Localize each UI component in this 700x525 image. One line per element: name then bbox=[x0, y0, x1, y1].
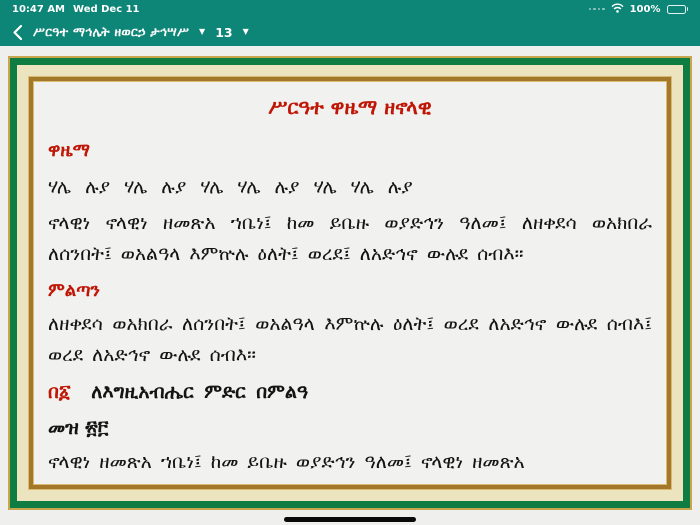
status-time: 10:47 AM bbox=[12, 3, 66, 15]
status-date: Wed Dec 11 bbox=[73, 3, 140, 15]
meltan-paragraph: ለዘቀደሳ ወአክበራ ለሰንበት፤ ወአልዓላ እምኵሉ ዕለት፤ ወረደ ለአድኅኖ ውሉደ ሰብእ፤ ወረደ ለአድኅኖ ውሉደ ሰብእ። bbox=[48, 313, 652, 366]
halleluya-line: ሃሌ ሉያ ሃሌ ሉያ ሃሌ ሃሌ ሉያ ሃሌ ሃሌ ሉያ bbox=[48, 176, 413, 198]
wifi-icon bbox=[611, 3, 624, 16]
verse-heading: ለእግዚአብሔር ምድር በምልዓ bbox=[91, 381, 309, 403]
status-bar bbox=[0, 0, 700, 18]
psalm-reference: መዝ ፳፫ bbox=[48, 417, 109, 439]
cellular-signal-icon bbox=[589, 8, 605, 11]
nav-title: ሥርዓተ ማኅሌት ዘወርኃ ታኅሣሥ bbox=[33, 24, 190, 39]
document-title: ሥርዓተ ዋዜማ ዘኖላዊ bbox=[268, 95, 432, 119]
document-page bbox=[34, 82, 666, 484]
back-button[interactable] bbox=[12, 24, 23, 41]
section-heading-wazema: ዋዜማ bbox=[48, 140, 90, 161]
battery-icon bbox=[667, 5, 689, 14]
chevron-left-icon bbox=[12, 24, 23, 41]
nav-bar bbox=[0, 18, 700, 46]
title-dropdown-icon[interactable]: ▼ bbox=[199, 27, 206, 36]
page-dropdown-icon[interactable]: ▼ bbox=[242, 27, 249, 36]
decorative-frame bbox=[8, 56, 692, 510]
wazema-paragraph: ኖላዊነ ኖላዊነ ዘመጽአ ኀቤነ፤ ከመ ይቤዙ ወያድኅን ዓለመ፤ ለዘቀደሳ ወአክበራ ለሰንበት፤ ወአልዓላ እምኵሉ ዕለት፤ ወረደ፤ ለአድኅኖ ውሉደ ሰብእ። bbox=[48, 212, 652, 265]
verse-paragraph: ኖላዊነ ዘመጽአ ኀቤነ፤ ከመ ይቤዙ ወያድኅን ዓለመ፤ ኖላዊነ ዘመጽአ bbox=[48, 451, 525, 473]
home-indicator[interactable] bbox=[284, 517, 416, 522]
page-number-selector[interactable]: 13 bbox=[215, 24, 233, 40]
verse-number: በ፩ bbox=[48, 381, 71, 403]
verse-heading-line bbox=[48, 379, 652, 405]
battery-percent: 100% bbox=[629, 3, 661, 15]
section-heading-meltan: ምልጣን bbox=[48, 280, 100, 301]
